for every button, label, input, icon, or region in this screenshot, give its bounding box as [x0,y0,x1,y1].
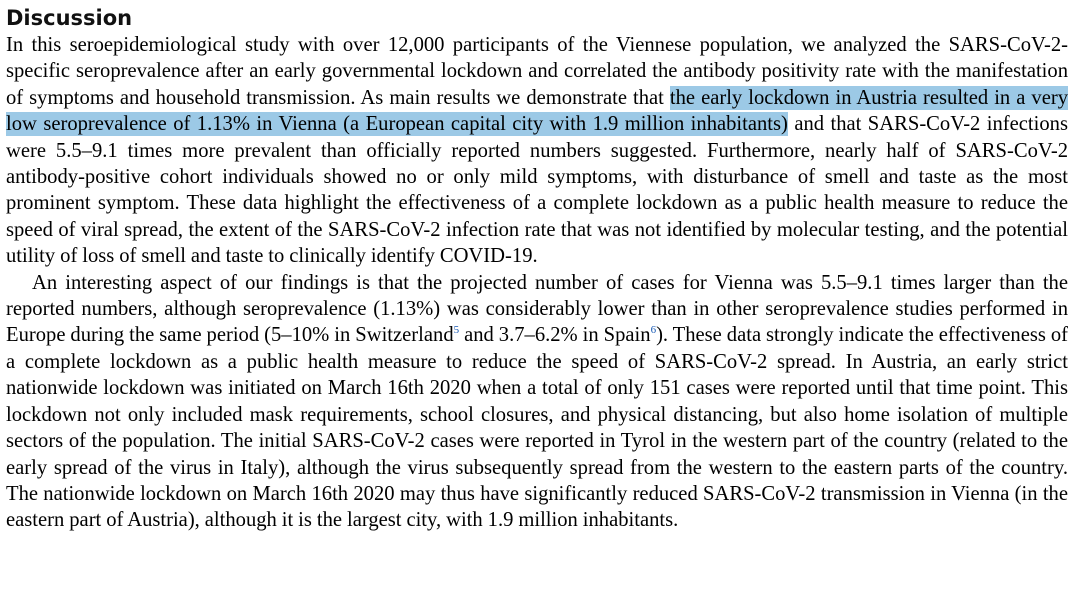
citation-link-6[interactable]: 6 [650,324,657,337]
highlighted-text-selection[interactable]: the early lockdown in Austria resulted in a very low seroprevalence of 1.13% in Vienna (a European capital city with 1.9 million inhabitants) [6,86,1068,136]
paragraph-2-text-part-2: and 3.7–6.2% in Spain [459,324,651,347]
paragraph-2-text-part-1: An interesting aspect of our findings is that the projected number of cases for Vienna was 5.5–9.1 times larger than the reported numbers, although seroprevalence (1.13%) was considerably lower than in other seroprevalence studies performed in Europe during the same period (5–10% in Switzerland [6,271,1068,347]
section-heading: Discussion [6,6,133,30]
paragraph-2-text-part-3: ). These data strongly indicate the effectiveness of a complete lockdown as a public health measure to reduce the speed of SARS-CoV-2 spread. In Austria, an early strict nationwide lockdown was initiated on March 16th 2020 when a total of only 151 cases were reported until that time point. This lockdown not only included mask requirements, school closures, and physical distancing, but also home isolation of multiple sectors of the population. The initial SARS-CoV-2 cases were reported in Tyrol in the western part of the country (related to the early spread of the virus in Italy), although the virus subsequently spread from the western to the eastern parts of the country. The nationwide lockdown on March 16th 2020 may thus have significantly reduced SARS-CoV-2 transmission in Vienna (in the eastern part of Austria), although it is the largest city, with 1.9 million inhabitants. [6,324,1068,532]
citation-link-5[interactable]: 5 [453,324,460,337]
paragraph-1-text-end: and that SARS-CoV-2 infections were 5.5–9.1 times more prevalent than officially reported numbers suggested. Furthermore, nearly half of SARS-CoV-2 antibody-positive cohort individuals showed no or only mild symptoms, with disturbance of smell and taste as the most prominent symptom. These data highlight the effectiveness of a complete lockdown as a public health measure to reduce the speed of viral spread, the extent of the SARS-CoV-2 infection rate that was not identified by molecular testing, and the potential utility of loss of smell and taste to clinically identify COVID-19. [6,113,1068,268]
discussion-section [6,4,1068,534]
paragraph-1 [6,32,1068,270]
paragraph-2 [6,270,1068,534]
paragraph-1-text-start: In this seroepidemiological study with over 12,000 participants of the Viennese population, we analyzed the SARS-CoV-2-specific seroprevalence after an early governmental lockdown and correlated the antibody positivity rate with the manifestation of symptoms and household transmission. As main results we demonstrate that [6,34,1068,109]
